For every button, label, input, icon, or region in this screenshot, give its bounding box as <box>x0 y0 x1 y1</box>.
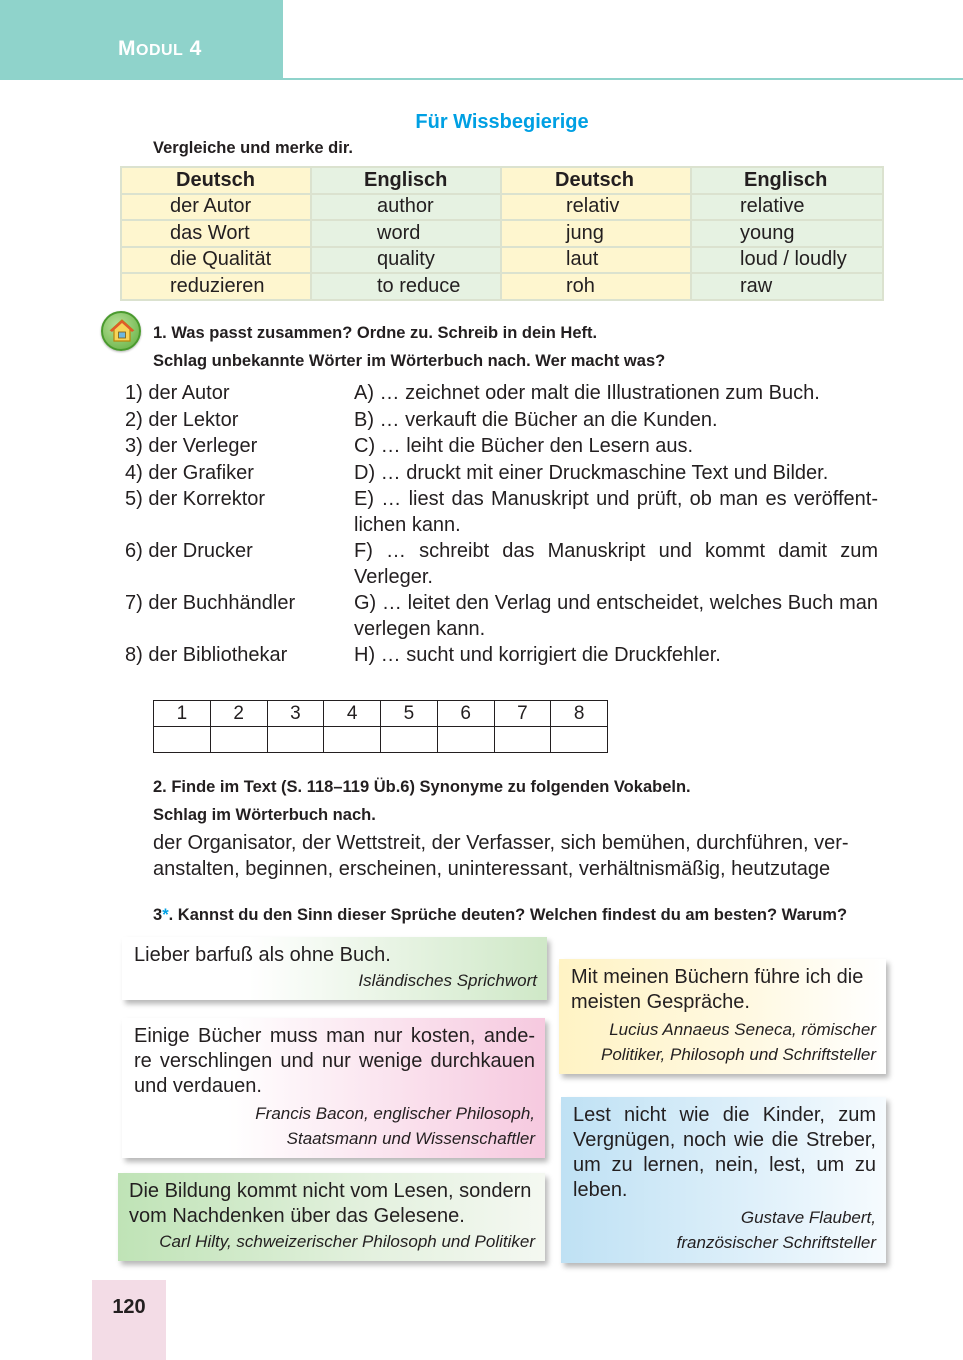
description: E) … liest das Manuskript und prüft, ob man es veröffent-lichen kann. <box>354 488 878 536</box>
vocab-cell: der Autor <box>121 194 311 221</box>
header-rule <box>283 78 963 80</box>
vocab-header-cell: Englisch <box>691 167 883 194</box>
answer-number: 3 <box>267 701 324 727</box>
vocab-cell: relativ <box>501 194 691 221</box>
page-number: 120 <box>112 1296 146 1318</box>
vocab-row <box>121 194 883 221</box>
answer-blank-cell <box>437 727 494 753</box>
answer-number: 1 <box>154 701 211 727</box>
vocab-cell: quality <box>311 247 501 274</box>
vocab-cell: reduzieren <box>121 273 311 300</box>
profession: 4) der Grafiker <box>125 461 254 484</box>
quote-card <box>559 959 886 1074</box>
matching-row <box>125 381 878 407</box>
vocab-cell: loud / loudly <box>691 247 883 274</box>
quote-text: Lieber barfuß als ohne Buch. <box>134 944 391 966</box>
answer-number-row <box>154 701 608 727</box>
answer-blank-cell <box>494 727 551 753</box>
exercise1-instruction-line2: Schlag unbekannte Wörter im Wörterbuch nach. Wer macht was? <box>153 352 666 370</box>
matching-row <box>125 461 878 487</box>
vocab-cell: young <box>691 220 883 247</box>
answer-number: 4 <box>324 701 381 727</box>
vocab-row <box>121 273 883 300</box>
matching-row <box>125 434 878 460</box>
matching-row <box>125 643 878 669</box>
vocab-cell: das Wort <box>121 220 311 247</box>
profession: 3) der Verleger <box>125 435 258 457</box>
vocab-cell: die Qualität <box>121 247 311 274</box>
vocab-table <box>120 166 884 301</box>
exercise2-instruction-line1: 2. Finde im Text (S. 118–119 Üb.6) Synonyme zu folgenden Vokabeln. <box>153 778 691 796</box>
answer-number: 5 <box>381 701 438 727</box>
quote-card <box>122 937 547 1000</box>
quote-text: Einige Bücher muss man nur kosten, ande-re verschlingen und nur wenige durchkauen und verdauen. <box>134 1025 535 1097</box>
description: D) … druckt mit einer Druckmaschine Text und Bilder. <box>354 461 829 484</box>
description: G) … leitet den Verlag und entscheidet, welches Buch man verlegen kann. <box>354 592 878 640</box>
profession: 2) der Lektor <box>125 408 239 431</box>
vocab-cell: jung <box>501 220 691 247</box>
section-title: Für Wissbegierige <box>415 111 589 133</box>
matching-row <box>125 487 878 538</box>
quote-author: Isländisches Sprichwort <box>358 971 537 990</box>
quote-card <box>561 1097 886 1263</box>
vocab-row <box>121 247 883 274</box>
profession: 8) der Bibliothekar <box>125 644 288 666</box>
exercise2-instruction-line2: Schlag im Wörterbuch nach. <box>153 806 376 824</box>
vocab-instruction: Vergleiche und merke dir. <box>153 139 353 157</box>
profession: 5) der Korrektor <box>125 488 266 510</box>
page-number-band <box>92 1280 166 1360</box>
quote-card <box>118 1173 545 1261</box>
exercise1-instruction-line1: 1. Was passt zusammen? Ordne zu. Schreib in dein Heft. <box>153 324 598 342</box>
matching-row <box>125 539 878 590</box>
description: A) … zeichnet oder malt die Illustrationen zum Buch. <box>354 382 820 404</box>
quote-author: Francis Bacon, englischer Philosoph, Staatsmann und Wissenschaftler <box>255 1104 535 1148</box>
answer-number: 2 <box>210 701 267 727</box>
quote-text: Mit meinen Büchern führe ich die meisten Gespräche. <box>571 966 864 1013</box>
description: F) … schreibt das Manuskript und kommt damit zum Verleger. <box>354 540 878 588</box>
quote-card <box>122 1018 545 1158</box>
vocab-header-cell: Deutsch <box>501 167 691 194</box>
matching-row <box>125 408 878 434</box>
vocab-cell: laut <box>501 247 691 274</box>
quote-text: Lest nicht wie die Kinder, zum Vergnügen, noch wie die Streber, um zu lernen, nein, lest, um zu leben. <box>573 1104 876 1201</box>
quote-text: Die Bildung kommt nicht vom Lesen, sondern vom Nachdenken über das Gelesene. <box>129 1180 532 1227</box>
answer-blank-cell <box>324 727 381 753</box>
vocab-cell: raw <box>691 273 883 300</box>
quote-author: Gustave Flaubert, französischer Schriftsteller <box>676 1208 876 1252</box>
answer-blank-row <box>154 727 608 753</box>
answer-number: 7 <box>494 701 551 727</box>
vocab-cell: word <box>311 220 501 247</box>
quote-author: Carl Hilty, schweizerischer Philosoph und Politiker <box>159 1232 535 1251</box>
matching-row <box>125 591 878 642</box>
module-label: MODUL 4 <box>118 37 202 60</box>
answer-blank-cell <box>267 727 324 753</box>
description: B) … verkauft die Bücher an die Kunden. <box>354 408 718 431</box>
vocab-row <box>121 220 883 247</box>
profession: 1) der Autor <box>125 382 230 404</box>
homework-house-icon <box>101 311 141 351</box>
vocab-header-row <box>121 167 883 194</box>
vocab-cell: relative <box>691 194 883 221</box>
answer-blank-cell <box>381 727 438 753</box>
vocab-cell: roh <box>501 273 691 300</box>
vocab-cell: author <box>311 194 501 221</box>
synonym-word-list: der Organisator, der Wettstreit, der Verfasser, sich bemühen, durchführen, ver-anstalten, beginnen, erscheinen, uninteressant, verhältnismäßig, heutzutage <box>153 832 849 880</box>
vocab-cell: to reduce <box>311 273 501 300</box>
answer-blank-cell <box>210 727 267 753</box>
answer-blank-cell <box>154 727 211 753</box>
answer-number: 8 <box>551 701 608 727</box>
quote-author: Lucius Annaeus Seneca, römischer Politiker, Philosoph und Schriftsteller <box>601 1020 876 1064</box>
answer-number: 6 <box>437 701 494 727</box>
description: H) … sucht und korrigiert die Druckfehler. <box>354 644 721 666</box>
vocab-header-cell: Deutsch <box>121 167 311 194</box>
profession: 6) der Drucker <box>125 540 253 562</box>
description: C) … leiht die Bücher den Lesern aus. <box>354 435 694 457</box>
matching-list <box>125 381 878 670</box>
profession: 7) der Buchhändler <box>125 592 296 614</box>
exercise3-instruction: 3*. Kannst du den Sinn dieser Sprüche deuten? Welchen findest du am besten? Warum? <box>153 906 848 924</box>
vocab-header-cell: Englisch <box>311 167 501 194</box>
star-icon: * <box>162 906 169 924</box>
answer-blank-cell <box>551 727 608 753</box>
answer-grid <box>153 700 608 753</box>
